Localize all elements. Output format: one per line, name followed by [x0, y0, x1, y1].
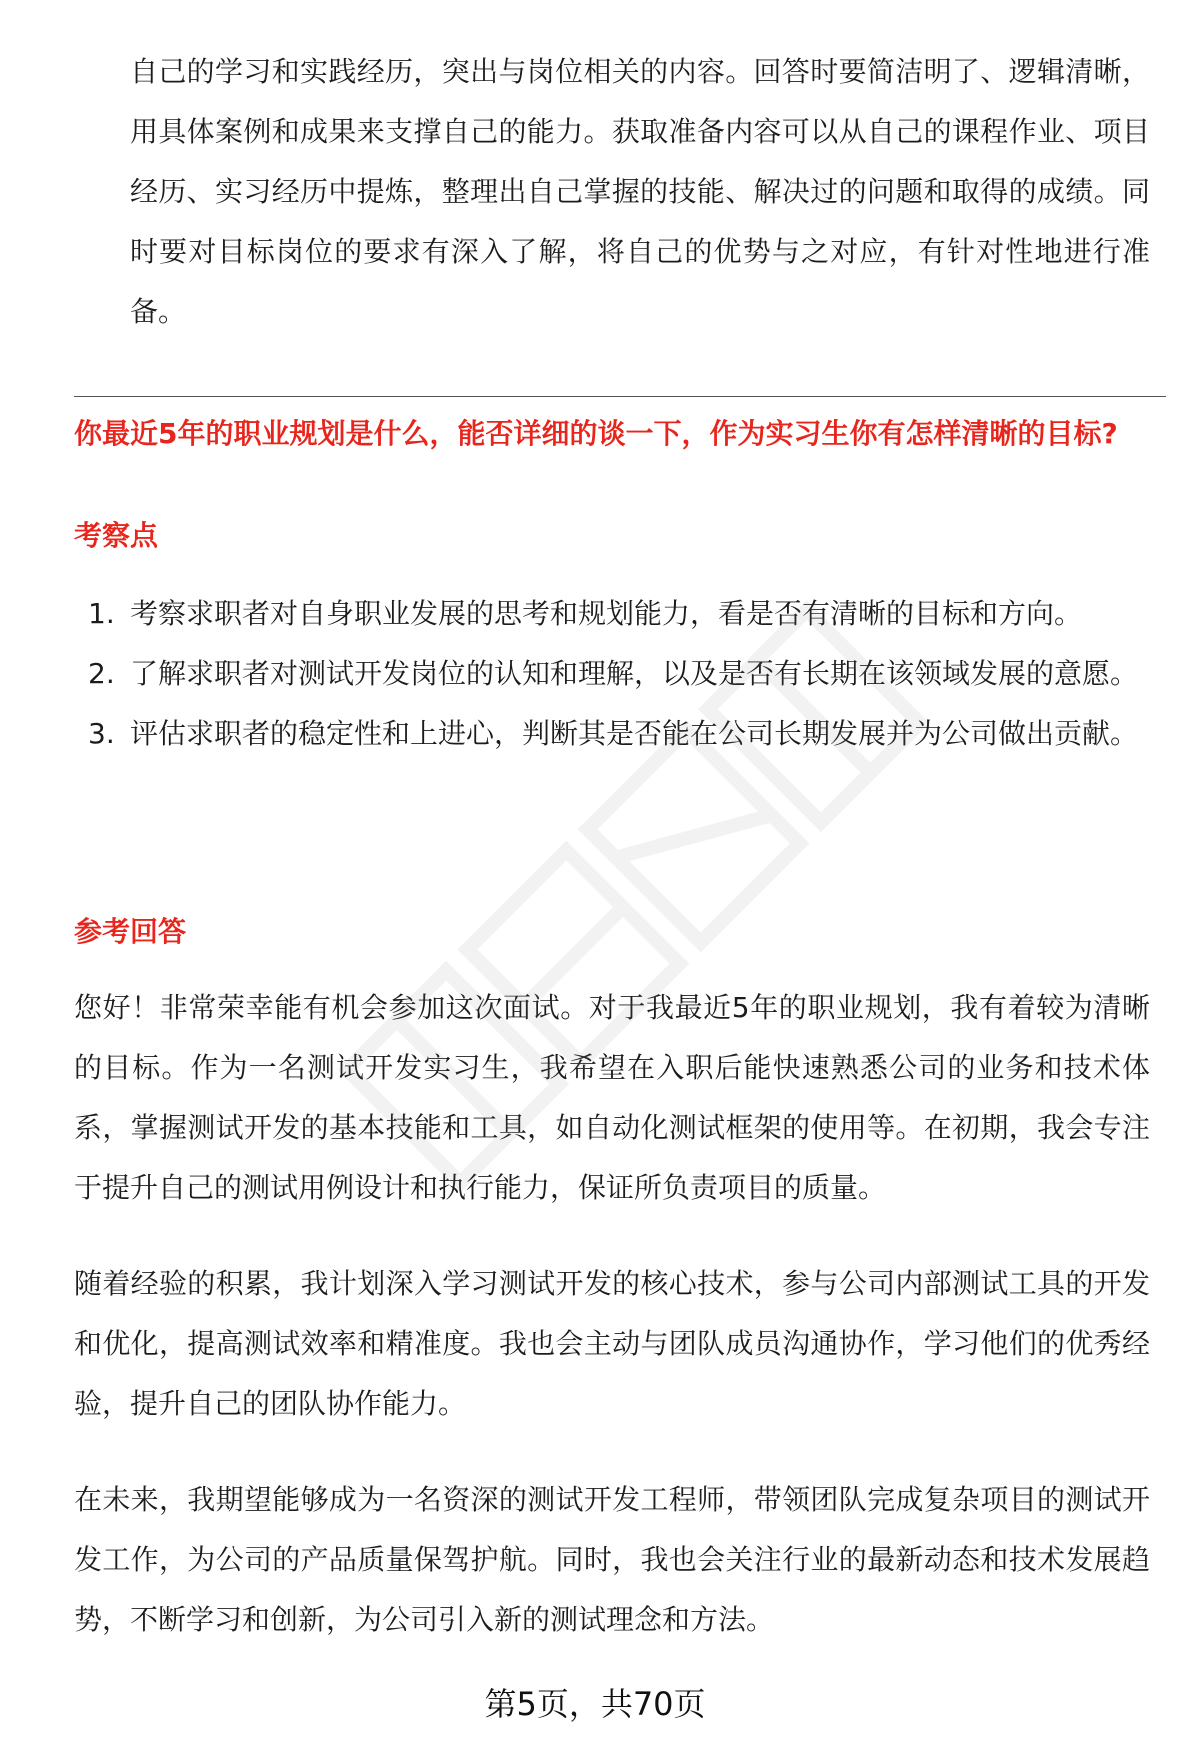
- answer-paragraph-1: 您好！非常荣幸能有机会参加这次面试。对于我最近5年的职业规划，我有着较为清晰的目标。作为一名测试开发实习生，我希望在入职后能快速熟悉公司的业务和技术体系，掌握测试开发的基本技能和工具，如自动化测试框架的使用等。在初期，我会专注于提升自己的测试用例设计和执行能力，保证所负责项目的质量。: [74, 991, 1150, 1204]
- page-number: 第5页，共70页: [484, 1685, 706, 1723]
- list-item-text: 考察求职者对自身职业发展的思考和规划能力，看是否有清晰的目标和方向。: [130, 597, 1083, 630]
- assessment-heading: 考察点: [74, 519, 159, 552]
- assessment-list: [88, 584, 1150, 764]
- list-item: [88, 644, 1150, 704]
- question-title: 你最近5年的职业规划是什么，能否详细的谈一下，作为实习生你有怎样清晰的目标?: [74, 417, 1118, 450]
- answer-paragraph-2: 随着经验的积累，我计划深入学习测试开发的核心技术，参与公司内部测试工具的开发和优化，提高测试效率和精准度。我也会主动与团队成员沟通协作，学习他们的优秀经验，提升自己的团队协作能力。: [74, 1267, 1150, 1420]
- section-divider: [74, 396, 1166, 397]
- answer-paragraph-3: 在未来，我期望能够成为一名资深的测试开发工程师，带领团队完成复杂项目的测试开发工作，为公司的产品质量保驾护航。同时，我也会关注行业的最新动态和技术发展趋势，不断学习和创新，为公司引入新的测试理念和方法。: [74, 1483, 1150, 1636]
- list-item-text: 评估求职者的稳定性和上进心，判断其是否能在公司长期发展并为公司做出贡献。: [130, 717, 1139, 750]
- list-item-text: 了解求职者对测试开发岗位的认知和理解，以及是否有长期在该领域发展的意愿。: [130, 657, 1139, 690]
- intro-paragraph: 自己的学习和实践经历，突出与岗位相关的内容。回答时要简洁明了、逻辑清晰，用具体案例和成果来支撑自己的能力。获取准备内容可以从自己的课程作业、项目经历、实习经历中提炼，整理出自己掌握的技能、解决过的问题和取得的成绩。同时要对目标岗位的要求有深入了解，将自己的优势与之对应，有针对性地进行准备。: [130, 55, 1150, 328]
- list-item-number: 3.: [88, 717, 115, 750]
- list-item-number: 2.: [88, 657, 115, 690]
- answer-heading: 参考回答: [74, 915, 187, 948]
- list-item-number: 1.: [88, 597, 115, 630]
- list-item: [88, 704, 1150, 764]
- list-item: [88, 584, 1150, 644]
